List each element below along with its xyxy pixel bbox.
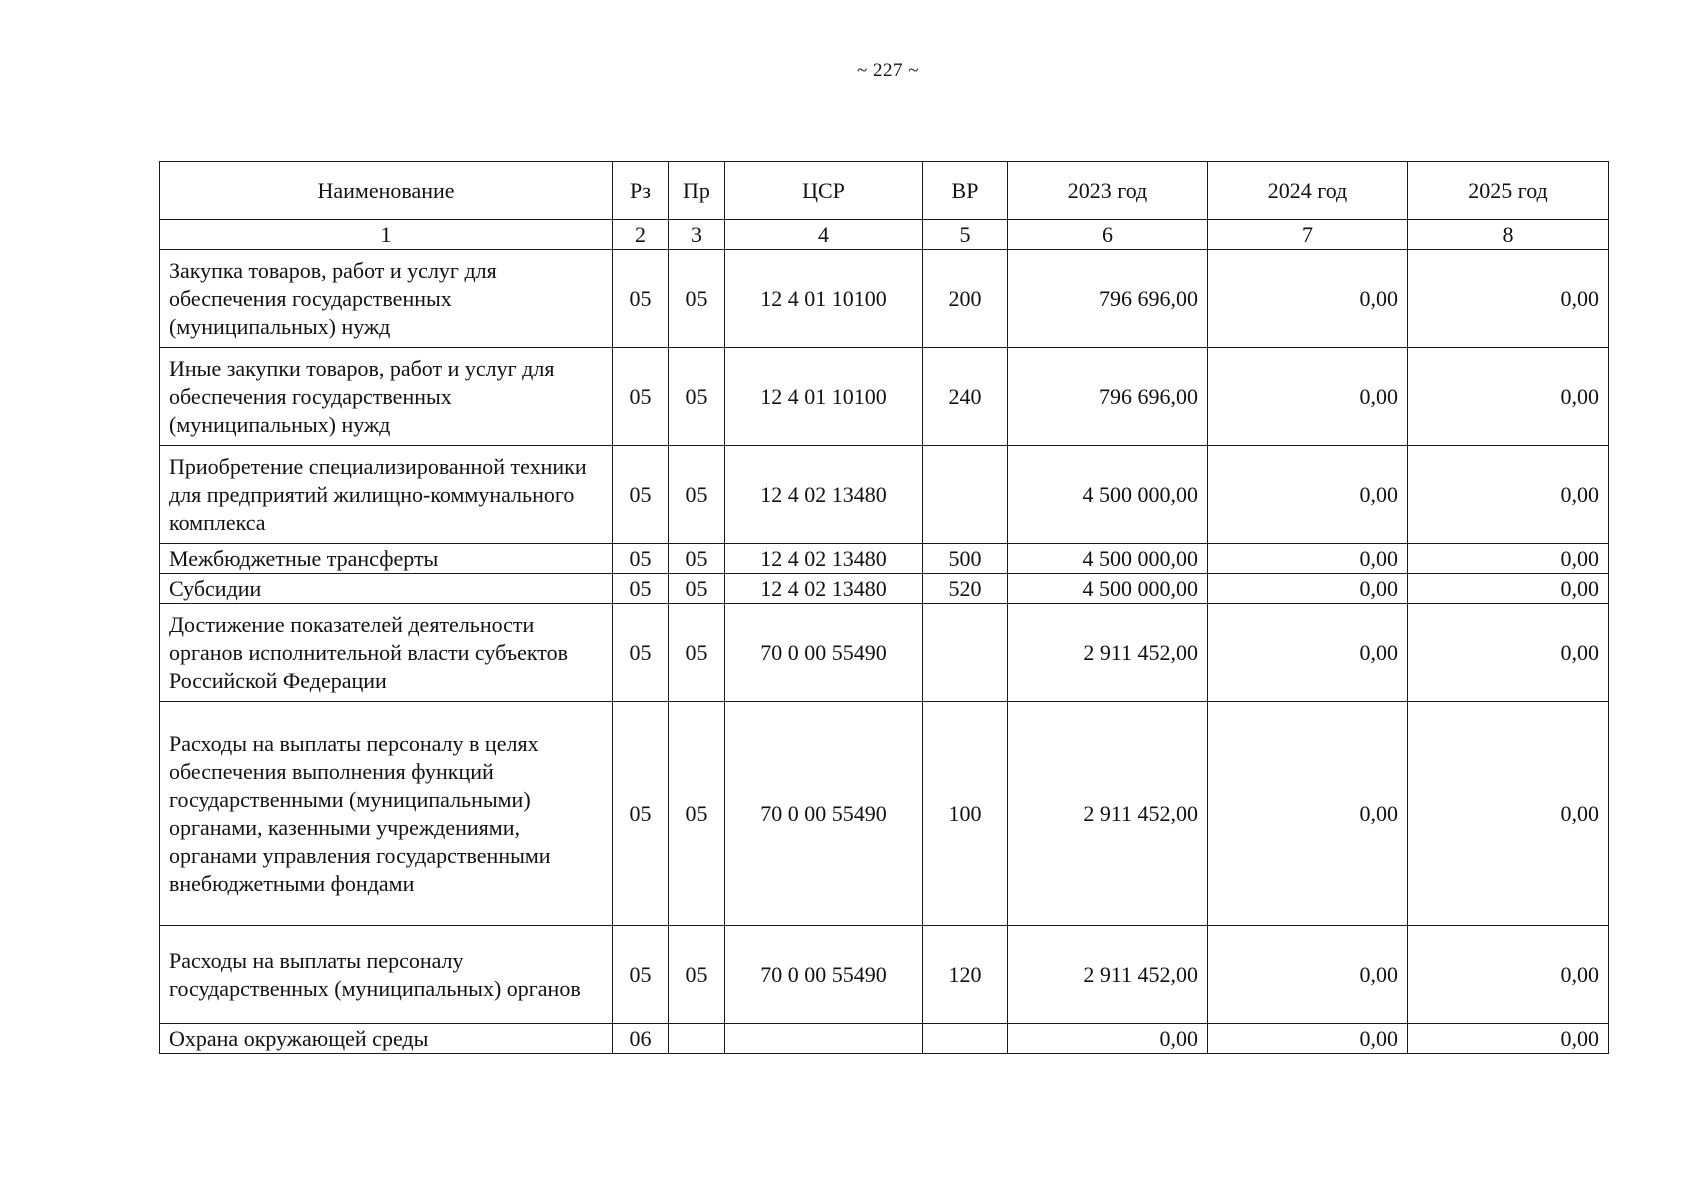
table-row [160, 926, 1609, 1024]
row-vr [923, 604, 1008, 702]
row-2023: 4 500 000,00 [1008, 544, 1208, 574]
column-number: 5 [923, 220, 1008, 250]
row-pr: 05 [669, 702, 725, 926]
row-2025: 0,00 [1408, 348, 1609, 446]
row-2025: 0,00 [1408, 446, 1609, 544]
row-vr: 240 [923, 348, 1008, 446]
column-number: 4 [725, 220, 923, 250]
row-name: Субсидии [160, 574, 613, 604]
table-row [160, 1024, 1609, 1054]
header-cell-2023: 2023 год [1008, 162, 1208, 220]
row-rz: 06 [613, 1024, 669, 1054]
row-name: Иные закупки товаров, работ и услуг для обеспечения государственных (муниципальных) нужд [160, 348, 613, 446]
column-number-row [160, 220, 1609, 250]
row-csr: 12 4 01 10100 [725, 250, 923, 348]
table-row [160, 250, 1609, 348]
row-csr: 70 0 00 55490 [725, 926, 923, 1024]
row-2023: 4 500 000,00 [1008, 574, 1208, 604]
row-vr: 200 [923, 250, 1008, 348]
row-name: Межбюджетные трансферты [160, 544, 613, 574]
row-2024: 0,00 [1208, 250, 1408, 348]
column-number: 2 [613, 220, 669, 250]
row-rz: 05 [613, 544, 669, 574]
header-cell-pr: Пр [669, 162, 725, 220]
row-2024: 0,00 [1208, 926, 1408, 1024]
row-vr: 120 [923, 926, 1008, 1024]
row-2025: 0,00 [1408, 544, 1609, 574]
row-csr: 70 0 00 55490 [725, 702, 923, 926]
table-row [160, 446, 1609, 544]
row-name: Закупка товаров, работ и услуг для обеспечения государственных (муниципальных) нужд [160, 250, 613, 348]
row-2023: 796 696,00 [1008, 250, 1208, 348]
header-row [160, 162, 1609, 220]
row-csr: 12 4 01 10100 [725, 348, 923, 446]
row-2024: 0,00 [1208, 446, 1408, 544]
column-number: 3 [669, 220, 725, 250]
row-2025: 0,00 [1408, 574, 1609, 604]
column-number: 7 [1208, 220, 1408, 250]
row-pr: 05 [669, 348, 725, 446]
row-2024: 0,00 [1208, 544, 1408, 574]
row-rz: 05 [613, 348, 669, 446]
row-2023: 4 500 000,00 [1008, 446, 1208, 544]
header-cell-2025: 2025 год [1408, 162, 1609, 220]
row-csr: 12 4 02 13480 [725, 446, 923, 544]
row-rz: 05 [613, 926, 669, 1024]
row-2024: 0,00 [1208, 604, 1408, 702]
row-rz: 05 [613, 702, 669, 926]
row-csr: 70 0 00 55490 [725, 604, 923, 702]
row-rz: 05 [613, 574, 669, 604]
column-number: 8 [1408, 220, 1609, 250]
row-name: Расходы на выплаты персоналу в целях обеспечения выполнения функций государственными (муниципальными) органами, казенными учреждениями, органами управления государственными внебюджетными фондами [160, 702, 613, 926]
row-2025: 0,00 [1408, 926, 1609, 1024]
row-rz: 05 [613, 604, 669, 702]
row-vr: 520 [923, 574, 1008, 604]
row-2025: 0,00 [1408, 250, 1609, 348]
row-2023: 796 696,00 [1008, 348, 1208, 446]
row-2025: 0,00 [1408, 1024, 1609, 1054]
row-vr: 500 [923, 544, 1008, 574]
row-pr: 05 [669, 926, 725, 1024]
row-2024: 0,00 [1208, 1024, 1408, 1054]
row-name: Приобретение специализированной техники для предприятий жилищно-коммунального комплекса [160, 446, 613, 544]
row-name: Охрана окружающей среды [160, 1024, 613, 1054]
table-row [160, 544, 1609, 574]
row-rz: 05 [613, 250, 669, 348]
row-2023: 2 911 452,00 [1008, 702, 1208, 926]
row-2023: 2 911 452,00 [1008, 604, 1208, 702]
row-2023: 0,00 [1008, 1024, 1208, 1054]
row-vr [923, 1024, 1008, 1054]
table-row [160, 348, 1609, 446]
header-cell-name: Наименование [160, 162, 613, 220]
row-pr: 05 [669, 604, 725, 702]
table-row [160, 574, 1609, 604]
header-cell-2024: 2024 год [1208, 162, 1408, 220]
row-pr: 05 [669, 250, 725, 348]
table-row [160, 604, 1609, 702]
header-cell-csr: ЦСР [725, 162, 923, 220]
column-number: 1 [160, 220, 613, 250]
page-number: ~ 227 ~ [856, 60, 920, 81]
row-2025: 0,00 [1408, 702, 1609, 926]
row-2024: 0,00 [1208, 348, 1408, 446]
row-2024: 0,00 [1208, 702, 1408, 926]
row-vr [923, 446, 1008, 544]
row-pr: 05 [669, 544, 725, 574]
header-cell-vr: ВР [923, 162, 1008, 220]
row-rz: 05 [613, 446, 669, 544]
row-pr: 05 [669, 574, 725, 604]
row-2025: 0,00 [1408, 604, 1609, 702]
row-csr: 12 4 02 13480 [725, 574, 923, 604]
row-vr: 100 [923, 702, 1008, 926]
row-pr: 05 [669, 446, 725, 544]
table-row [160, 702, 1609, 926]
row-csr: 12 4 02 13480 [725, 544, 923, 574]
row-csr [725, 1024, 923, 1054]
row-2023: 2 911 452,00 [1008, 926, 1208, 1024]
column-number: 6 [1008, 220, 1208, 250]
header-cell-rz: Рз [613, 162, 669, 220]
row-name: Достижение показателей деятельности органов исполнительной власти субъектов Российской Федерации [160, 604, 613, 702]
row-name: Расходы на выплаты персоналу государственных (муниципальных) органов [160, 926, 613, 1024]
row-pr [669, 1024, 725, 1054]
budget-table [159, 161, 1609, 1054]
row-2024: 0,00 [1208, 574, 1408, 604]
